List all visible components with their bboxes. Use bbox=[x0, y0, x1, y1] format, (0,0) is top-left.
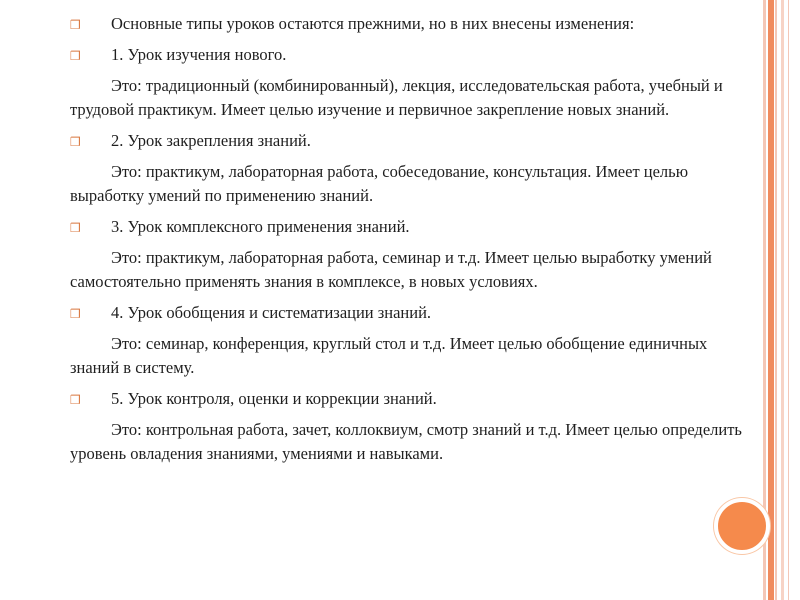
bullet-marker-icon: ❒ bbox=[70, 221, 81, 235]
bullet-lesson-1 bbox=[70, 43, 750, 67]
lesson-description: Это: контрольная работа, зачет, коллоквиум, смотр знаний и т.д. Имеет целью определить уровень овладения знаниями, умениями и навыками. bbox=[70, 420, 742, 463]
slide-body bbox=[70, 12, 750, 473]
bullet-intro bbox=[70, 12, 750, 36]
bullet-marker-icon: ❒ bbox=[70, 18, 81, 32]
lesson-description: Это: семинар, конференция, круглый стол и т.д. Имеет целью обобщение единичных знаний в систему. bbox=[70, 334, 708, 377]
intro-text: Основные типы уроков остаются прежними, но в них внесены изменения: bbox=[111, 14, 635, 33]
bullet-lesson-4 bbox=[70, 301, 750, 325]
bullet-lesson-5 bbox=[70, 387, 750, 411]
bullet-lesson-2 bbox=[70, 129, 750, 153]
lesson-description: Это: практикум, лабораторная работа, собеседование, консультация. Имеет целью выработку умений по применению знаний. bbox=[70, 162, 689, 205]
decorative-stripe bbox=[781, 0, 784, 600]
bullet-marker-icon: ❒ bbox=[70, 135, 81, 149]
lesson-title: 4. Урок обобщения и систематизации знаний. bbox=[111, 303, 432, 322]
lesson-description: Это: практикум, лабораторная работа, семинар и т.д. Имеет целью выработку умений самостоятельно применять знания в комплексе, в новых условиях. bbox=[70, 248, 712, 291]
bullet-marker-icon: ❒ bbox=[70, 49, 81, 63]
lesson-title: 5. Урок контроля, оценки и коррекции знаний. bbox=[111, 389, 437, 408]
lesson-description: Это: традиционный (комбинированный), лекция, исследовательская работа, учебный и трудовой практикум. Имеет целью изучение и первичное закрепление новых знаний. bbox=[70, 76, 723, 119]
decorative-stripe bbox=[768, 0, 774, 600]
lesson-title: 1. Урок изучения нового. bbox=[111, 45, 287, 64]
decorative-circle bbox=[714, 498, 770, 554]
bullet-lesson-3 bbox=[70, 215, 750, 239]
bullet-marker-icon: ❒ bbox=[70, 393, 81, 407]
bullet-marker-icon: ❒ bbox=[70, 307, 81, 321]
decorative-stripe bbox=[788, 0, 789, 600]
lesson-title: 2. Урок закрепления знаний. bbox=[111, 131, 311, 150]
lesson-title: 3. Урок комплексного применения знаний. bbox=[111, 217, 410, 236]
decorative-stripe bbox=[775, 0, 777, 600]
